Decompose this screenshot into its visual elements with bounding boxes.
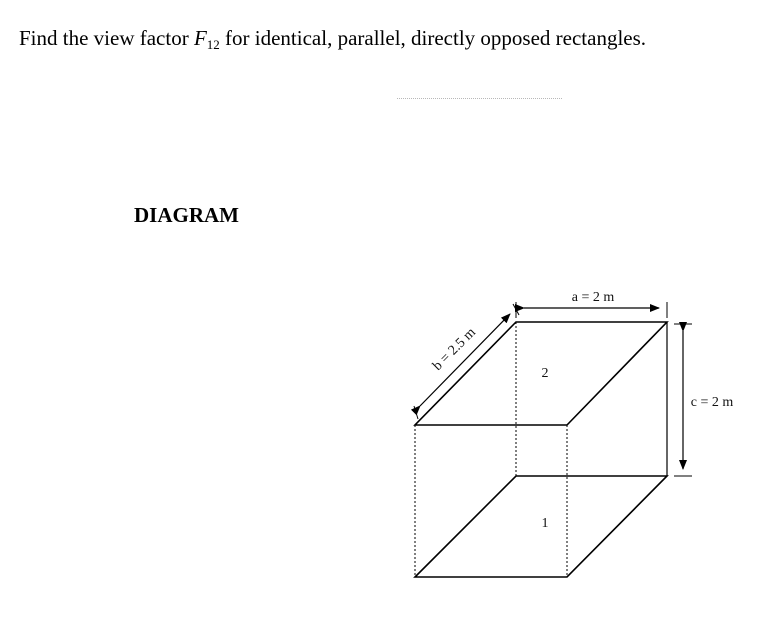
question-suffix: for identical, parallel, directly opposed rectangles. [219, 26, 647, 50]
bottom-surface-label: 1 [541, 516, 549, 531]
top-surface-label: 2 [541, 366, 549, 381]
diagram-heading: DIAGRAM [134, 203, 239, 227]
dimension-b [414, 304, 519, 419]
dimension-b-tick-front [414, 406, 418, 419]
question-variable: F [193, 26, 207, 50]
dimension-c-label: c = 2 m [690, 395, 734, 410]
dimension-c [674, 324, 733, 476]
question-subscript: 12 [206, 37, 220, 52]
question-prefix: Find the view factor [19, 26, 194, 50]
dimension-a [516, 290, 667, 318]
dimension-a-label: a = 2 m [571, 290, 615, 305]
dimension-b-label: b = 2.5 m [430, 325, 479, 374]
